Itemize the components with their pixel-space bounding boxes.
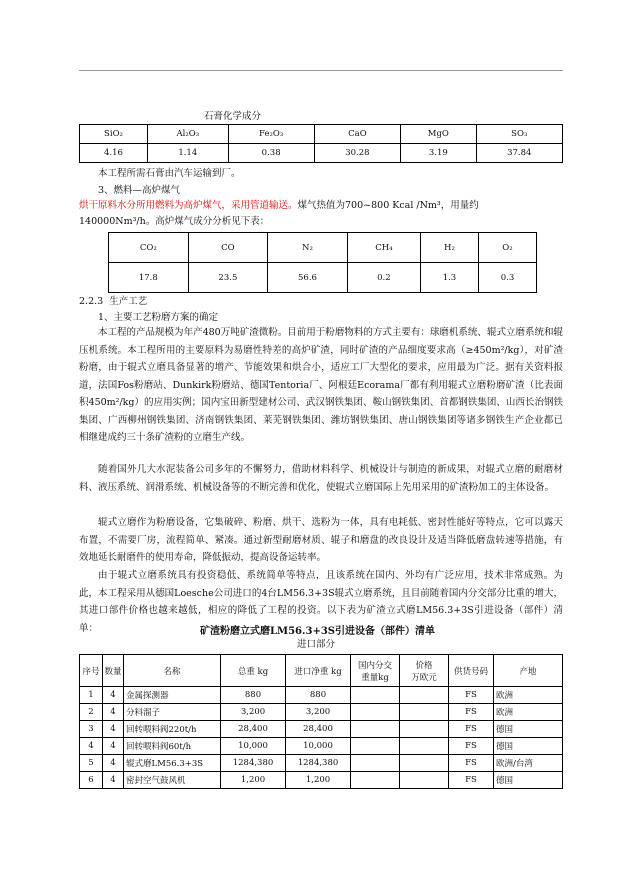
table-cell	[400, 687, 449, 704]
table-cell: 880	[221, 687, 286, 704]
section-heading	[79, 296, 147, 308]
table-header: 供货号码	[449, 655, 494, 687]
table-cell: 4.16	[80, 144, 148, 163]
table-header: 进口净重 kg	[286, 655, 351, 687]
table-header-row	[80, 655, 563, 687]
table-cell: 28,400	[221, 721, 286, 738]
table-header: CaO	[314, 125, 400, 144]
header-rule	[79, 70, 563, 71]
table-cell: 分料溜子	[124, 704, 221, 721]
table-cell: FS	[449, 704, 494, 721]
table-header-row	[109, 233, 537, 263]
table-cell: 4	[103, 721, 124, 738]
section-number: 2.2.3	[79, 296, 104, 307]
table-cell: 回转喂料阀220t/h	[124, 721, 221, 738]
table-cell: FS	[449, 687, 494, 704]
table-cell: 2	[80, 704, 103, 721]
table-cell: 金属探测器	[124, 687, 221, 704]
limestone-caption: 石膏化学成分	[204, 111, 262, 122]
equipment-table	[79, 654, 563, 789]
table-cell: 4	[103, 704, 124, 721]
table-cell: 0.38	[228, 144, 314, 163]
table-cell: FS	[449, 755, 494, 772]
table-cell: 1284,380	[286, 755, 351, 772]
table-cell	[400, 738, 449, 755]
table-cell: 0.3	[478, 263, 536, 293]
fuel-line-1	[79, 200, 479, 212]
table-cell: 17.8	[109, 263, 189, 293]
limestone-table	[79, 124, 563, 163]
fuel-heading: 3、燃料—高炉煤气	[98, 185, 181, 196]
table-cell: 4	[103, 755, 124, 772]
table-cell: FS	[449, 721, 494, 738]
table-cell: 4	[103, 687, 124, 704]
table-cell: 0.2	[347, 263, 420, 293]
paragraph: 辊式立磨作为粉磨设备，它集破碎、粉磨、烘干、选粉为一体，具有电耗低、密封性能好等特点，它可以露天布置，不需要厂房，流程简单、紧凑。通过新型耐磨材质、辊子和磨盘的改良设计及适当降低磨盘转速等措施，有效地延长耐磨件的使用寿命，降低振动，提高设备运转率。	[79, 517, 563, 563]
table-row	[80, 721, 563, 738]
table-cell: 28,400	[286, 721, 351, 738]
equipment-title: 矿渣粉磨立式磨LM56.3+3S引进设备（部件）清单	[200, 626, 436, 637]
table-header: Fe₂O₃	[228, 125, 314, 144]
table-row	[80, 687, 563, 704]
table-cell: 1	[80, 687, 103, 704]
table-header-row	[80, 125, 563, 144]
table-header: 国内分交 重量kg	[351, 655, 400, 687]
paragraph: 本工程的产品规模为年产480万吨矿渣微粉。目前用于粉磨物料的方式主要有：球磨机系统、辊式立磨系统和辊压机系统。本工程所用的主要原料为易磨性特差的高炉矿渣，同时矿渣的产品细度要求高（≥450m²/kg），对矿渣粉磨，由于辊式立磨具备显著的增产、节能效果和烘合小，适应工厂大型化的要求，应用最为广泛。据有关资料报道，法国Fos粉磨站、Dunkirk粉磨站、德国Tentoria厂、阿根廷Ecorama厂都有利用辊式立磨粉磨矿渣（比表面积450m²/kg）的应用实例；国内宝田新型建材公司、武汉钢铁集团、鞍山钢铁集团、首都钢铁集团、山西长治钢铁集团、广西柳州钢铁集团、济南钢铁集团、莱芜钢铁集团、潍坊钢铁集团、唐山钢铁集团等诸多钢铁生产企业都已相继建成约三十条矿渣粉的立磨生产线。	[79, 327, 563, 443]
fuel-note-red: 烘干原料水分所用燃料为高炉煤气，采用管道输送。	[79, 200, 298, 211]
table-cell: 3	[80, 721, 103, 738]
table-cell: 1284,380	[221, 755, 286, 772]
table-cell: 30.28	[314, 144, 400, 163]
table-header: 总重 kg	[221, 655, 286, 687]
table-cell: 10,000	[286, 738, 351, 755]
table-cell: 欧洲	[494, 687, 563, 704]
table-header: 价格 万欧元	[400, 655, 449, 687]
table-header: 数量	[103, 655, 124, 687]
section-subheading: 1、主要工艺粉磨方案的确定	[98, 312, 219, 323]
table-cell: FS	[449, 738, 494, 755]
section-title: 生产工艺	[109, 296, 148, 307]
table-header: CO₂	[109, 233, 189, 263]
table-cell: FS	[449, 772, 494, 789]
table-cell: 6	[80, 772, 103, 789]
table-header: Al₂O₃	[147, 125, 228, 144]
table-row	[80, 755, 563, 772]
table-cell: 1,200	[221, 772, 286, 789]
table-header: 产地	[494, 655, 563, 687]
table-cell: 5	[80, 755, 103, 772]
table-row	[80, 704, 563, 721]
table-cell: 1.3	[420, 263, 478, 293]
table-cell: 德国	[494, 772, 563, 789]
table-cell: 3,200	[221, 704, 286, 721]
table-cell	[351, 772, 400, 789]
table-cell: 4	[80, 738, 103, 755]
table-header: 名称	[124, 655, 221, 687]
table-cell: 56.6	[268, 263, 348, 293]
table-cell: 4	[103, 772, 124, 789]
table-row	[80, 144, 563, 163]
table-cell: 1,200	[286, 772, 351, 789]
table-header: SiO₂	[80, 125, 148, 144]
table-cell	[400, 772, 449, 789]
table-row	[109, 263, 537, 293]
table-cell: 37.84	[476, 144, 562, 163]
table-cell: 10,000	[221, 738, 286, 755]
table-cell: 3,200	[286, 704, 351, 721]
fuel-line-2: 140000Nm³/h。高炉煤气成分分析见下表：	[79, 216, 270, 227]
table-header: H₂	[420, 233, 478, 263]
gas-table	[108, 232, 537, 293]
table-header: SO₃	[476, 125, 562, 144]
table-cell	[400, 755, 449, 772]
limestone-note: 本工程所需石膏由汽车运输到厂。	[98, 168, 241, 179]
paragraph: 随着国外几大水泥装备公司多年的不懈努力，借助材料科学、机械设计与制造的新成果，对辊式立磨的耐磨材料、液压系统、润滑系统、机械设备等的不断完善和优化，使辊式立磨国际上先用采用的矿渣粉加工的主体设备。	[79, 464, 563, 493]
table-header: CO	[188, 233, 268, 263]
table-cell: 1.14	[147, 144, 228, 163]
table-cell: 欧洲/台湾	[494, 755, 563, 772]
table-header: 序号	[80, 655, 103, 687]
fuel-note-rest: 煤气热值为700~800 Kcal /Nm³，用量约	[297, 200, 479, 211]
table-cell	[351, 755, 400, 772]
table-header: MgO	[401, 125, 476, 144]
table-row	[80, 772, 563, 789]
table-header: N₂	[268, 233, 348, 263]
table-cell: 3.19	[401, 144, 476, 163]
table-cell	[351, 721, 400, 738]
table-cell	[351, 687, 400, 704]
table-cell	[400, 704, 449, 721]
table-cell: 4	[103, 738, 124, 755]
table-cell	[351, 738, 400, 755]
table-cell: 德国	[494, 738, 563, 755]
equipment-subtitle: 进口部分	[297, 639, 336, 650]
table-cell: 辊式磨LM56.3+3S	[124, 755, 221, 772]
table-cell: 23.5	[188, 263, 268, 293]
table-cell	[400, 721, 449, 738]
table-cell	[351, 704, 400, 721]
table-header: O₂	[478, 233, 536, 263]
table-cell: 德国	[494, 721, 563, 738]
table-cell: 欧洲	[494, 704, 563, 721]
table-cell: 回转喂料阀60t/h	[124, 738, 221, 755]
table-header: CH₄	[347, 233, 420, 263]
paragraph: 由于辊式立磨系统具有投资稳低、系统简单等特点，且该系统在国内、外均有广泛应用，技术非常成熟。为此，本工程采用从德国Loesche公司进口的4台LM56.3+3S辊式立磨系统，且目前随着国内分交部分比重的增大，其进口部件价格也越来越低，相应的降低了工程的投资。以下表为矿渣立式磨LM56.3+3S引进设备（部件）清单：	[79, 570, 563, 634]
table-cell: 880	[286, 687, 351, 704]
table-row	[80, 738, 563, 755]
table-cell: 密封空气鼓风机	[124, 772, 221, 789]
